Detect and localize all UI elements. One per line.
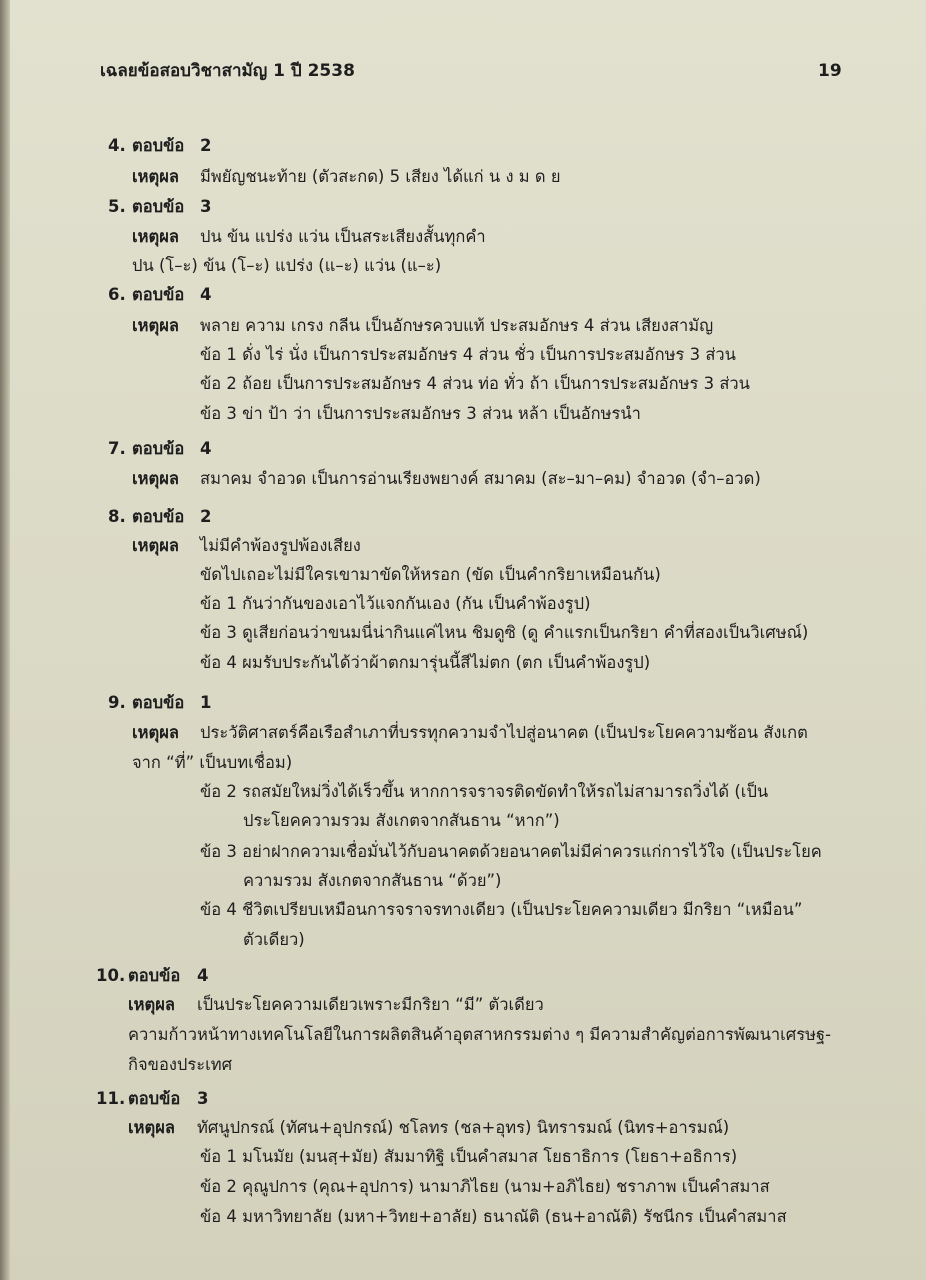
item-number: 11.	[96, 1089, 126, 1108]
item-number: 4.	[108, 136, 126, 155]
explanation-line: ข้อ 4 ผมรับประกันได้ว่าผ้าตกมารุ่นนี้สีไม่ตก (ตก เป็นคำพ้องรูป)	[200, 653, 651, 672]
reason-label: เหตุผล	[132, 167, 180, 186]
explanation-line: ข้อ 1 กันว่ากันของเอาไว้แจกกันเอง (กัน เป็นคำพ้องรูป)	[200, 594, 591, 613]
explanation-line: ความรวม สังเกตจากสันธาน “ด้วย”)	[243, 871, 502, 890]
explanation-line: ความก้าวหน้าทางเทคโนโลยีในการผลิตสินค้าอุตสาหกรรมต่าง ๆ มีความสำคัญต่อการพัฒนาเศรษฐ-	[128, 1025, 832, 1044]
answer-value: 2	[200, 136, 212, 155]
explanation-line: ข้อ 3 อย่าฝากความเชื่อมั่นไว้กับอนาคตด้วยอนาคตไม่มีค่าควรแก่การไว้ใจ (เป็นประโยค	[200, 842, 822, 861]
answer-label: ตอบข้อ	[132, 197, 185, 216]
reason-label: เหตุผล	[132, 469, 180, 488]
reason-text: ทัศนูปกรณ์ (ทัศน+อุปกรณ์) ชโลทร (ชล+อุทร) นิทรารมณ์ (นิทร+อารมณ์)	[197, 1118, 730, 1137]
reason-text: ปน ข้น แปร่ง แว่น เป็นสระเสียงสั้นทุกคำ	[200, 227, 486, 246]
reason-text: พลาย ความ เกรง กลีน เป็นอักษรควบแท้ ประสมอักษร 4 ส่วน เสียงสามัญ	[200, 316, 714, 335]
reason-label: เหตุผล	[132, 227, 180, 246]
explanation-line: ข้อ 4 ชีวิตเปรียบเหมือนการจราจรทางเดียว (เป็นประโยคความเดียว มีกริยา “เหมือน”	[200, 900, 803, 919]
explanation-line: ข้อ 2 ถ้อย เป็นการประสมอักษร 4 ส่วน ท่อ ทั่ว ถ้า เป็นการประสมอักษร 3 ส่วน	[200, 374, 750, 393]
answer-value: 3	[200, 197, 212, 216]
explanation-line: ตัวเดียว)	[243, 930, 305, 949]
answer-label: ตอบข้อ	[132, 285, 185, 304]
item-number: 6.	[108, 285, 126, 304]
reason-label: เหตุผล	[132, 536, 180, 555]
answer-label: ตอบข้อ	[132, 507, 185, 526]
item-number: 5.	[108, 197, 126, 216]
reason-label: เหตุผล	[128, 1118, 176, 1137]
reason-text: เป็นประโยคความเดียวเพราะมีกริยา “มี” ตัวเดียว	[197, 995, 544, 1014]
explanation-line: กิจของประเทศ	[128, 1055, 233, 1074]
explanation-line: ขัดไปเถอะไม่มีใครเขามาขัดให้หรอก (ขัด เป็นคำกริยาเหมือนกัน)	[200, 565, 661, 584]
page-number: 19	[818, 61, 842, 81]
reason-label: เหตุผล	[132, 723, 180, 742]
reason-text: สมาคม จำอวด เป็นการอ่านเรียงพยางค์ สมาคม (สะ–มา–คม) จำอวด (จำ–อวด)	[200, 469, 761, 488]
explanation-line: ประโยคความรวม สังเกตจากสันธาน “หาก”)	[243, 811, 560, 830]
answer-label: ตอบข้อ	[132, 136, 185, 155]
answer-value: 2	[200, 507, 212, 526]
answer-label: ตอบข้อ	[132, 693, 185, 712]
answer-label: ตอบข้อ	[128, 1089, 181, 1108]
reason-label: เหตุผล	[132, 316, 180, 335]
item-number: 9.	[108, 693, 126, 712]
reason-text: ไม่มีคำพ้องรูปพ้องเสียง	[200, 536, 361, 555]
explanation-line: ข้อ 3 ดูเสียก่อนว่าขนมนี่น่ากินแค่ไหน ชิมดูซิ (ดู คำแรกเป็นกริยา คำที่สองเป็นวิเศษณ์)	[200, 623, 809, 642]
answer-value: 4	[197, 966, 209, 985]
explanation-line: จาก “ที่” เป็นบทเชื่อม)	[132, 753, 293, 772]
explanation-line: ข้อ 1 ดั่ง ไร่ นั่ง เป็นการประสมอักษร 4 ส่วน ชั่ว เป็นการประสมอักษร 3 ส่วน	[200, 345, 736, 364]
explanation-line: ข้อ 3 ข่า ป้า ว่า เป็นการประสมอักษร 3 ส่วน หล้า เป็นอักษรนำ	[200, 404, 641, 423]
reason-text: ประวัติศาสตร์คือเรือสำเภาที่บรรทุกความจำไปสู่อนาคต (เป็นประโยคความซ้อน สังเกต	[200, 723, 808, 742]
explanation-line: ข้อ 2 รถสมัยใหม่วิ่งได้เร็วขึ้น หากการจราจรติดขัดทำให้รถไม่สามารถวิ่งได้ (เป็น	[200, 782, 769, 801]
answer-value: 4	[200, 285, 212, 304]
item-number: 7.	[108, 439, 126, 458]
answer-label: ตอบข้อ	[128, 966, 181, 985]
explanation-line: ข้อ 4 มหาวิทยาลัย (มหา+วิทย+อาลัย) ธนาณัติ (ธน+อาณัติ) รัชนีกร เป็นคำสมาส	[200, 1207, 787, 1226]
answer-value: 3	[197, 1089, 209, 1108]
explanation-line: ข้อ 2 คุณูปการ (คุณ+อุปการ) นามาภิไธย (นาม+อภิไธย) ชราภาพ เป็นคำสมาส	[200, 1177, 770, 1196]
page-header-title: เฉลยข้อสอบวิชาสามัญ 1 ปี 2538	[100, 61, 355, 81]
answer-value: 1	[200, 693, 212, 712]
reason-label: เหตุผล	[128, 995, 176, 1014]
reason-text: มีพยัญชนะท้าย (ตัวสะกด) 5 เสียง ได้แก่ น ง ม ด ย	[200, 167, 561, 186]
explanation-line: ข้อ 1 มโนมัย (มนสฺ+มัย) สัมมาทิฐิ เป็นคำสมาส โยธาธิการ (โยธา+อธิการ)	[200, 1147, 738, 1166]
explanation-line: ปน (โ–ะ) ข้น (โ–ะ) แปร่ง (แ–ะ) แว่น (แ–ะ)	[132, 256, 442, 275]
page-edge-shadow	[0, 0, 10, 1280]
answer-label: ตอบข้อ	[132, 439, 185, 458]
item-number: 10.	[96, 966, 126, 985]
answer-value: 4	[200, 439, 212, 458]
item-number: 8.	[108, 507, 126, 526]
